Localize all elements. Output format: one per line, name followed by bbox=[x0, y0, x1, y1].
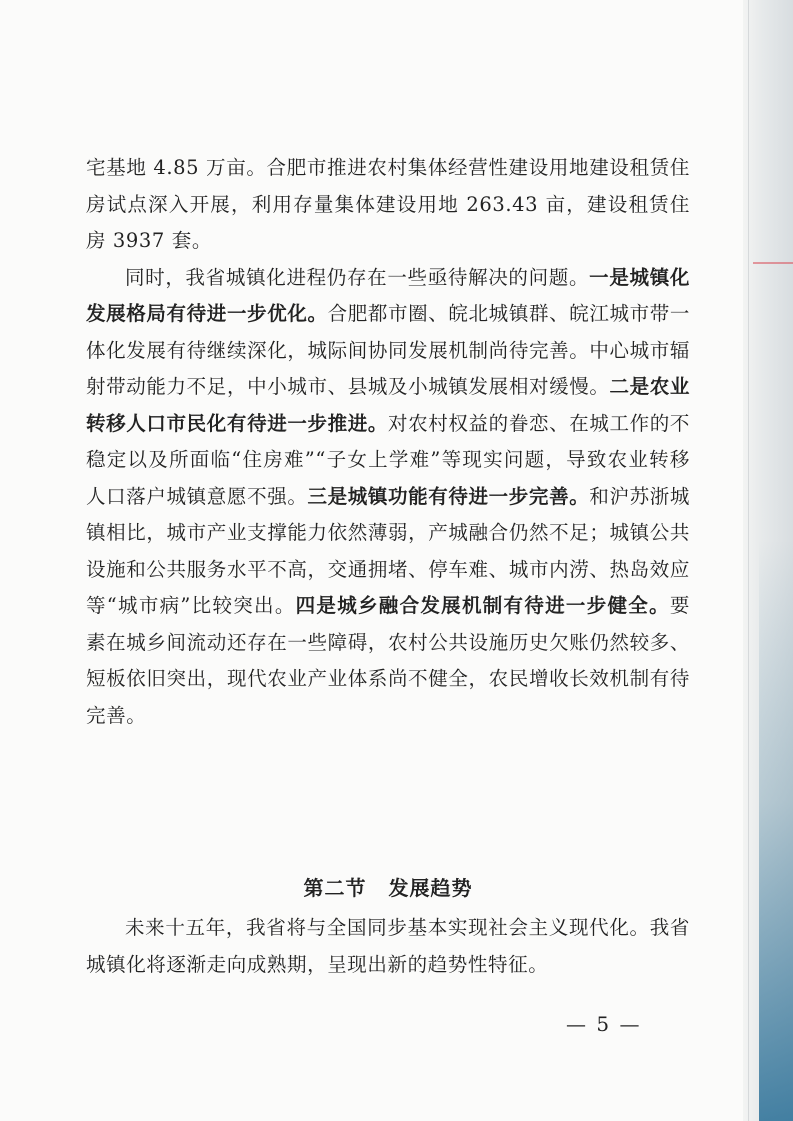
scan-edge-line bbox=[748, 0, 749, 1121]
point-2-text: 对农村权益的眷恋、在城工作的不稳定以及所面临“住房难”“子女上学难”等现实问题，导致农业转移人口落户城镇意愿不强。 bbox=[86, 411, 690, 508]
section-body bbox=[86, 910, 690, 983]
paragraph-2 bbox=[86, 260, 690, 735]
point-1-text: 合肥都市圈、皖北城镇群、皖江城市带一体化发展有待继续深化，城际间协同发展机制尚待完善。中心城市辐射带动能力不足，中小城市、县城及小城镇发展相对缓慢。 bbox=[86, 302, 690, 398]
body-text bbox=[86, 150, 690, 734]
point-4-text: 要素在城乡间流动还存在一些障碍，农村公共设施历史欠账仍然较多、短板依旧突出，现代农业产业体系尚不健全，农民增收长效机制有待完善。 bbox=[86, 594, 690, 727]
scan-edge-mark bbox=[753, 262, 793, 264]
point-3-text: 和沪苏浙城镇相比，城市产业支撑能力依然薄弱，产城融合仍然不足；城镇公共设施和公共服务水平不高，交通拥堵、停车难、城市内涝、热岛效应等“城市病”比较突出。 bbox=[86, 484, 690, 617]
point-4-heading: 四是城乡融合发展机制有待进一步健全。 bbox=[295, 594, 670, 617]
scan-edge-tint bbox=[759, 540, 793, 1121]
paragraph-2-intro: 同时，我省城镇化进程仍存在一些亟待解决的问题。 bbox=[125, 265, 590, 289]
page-number: — 5 — bbox=[566, 1012, 642, 1036]
point-2-heading: 二是农业转移人口市民化有待进一步推进。 bbox=[86, 375, 690, 435]
section-heading bbox=[86, 872, 690, 901]
section-paragraph: 未来十五年，我省将与全国同步基本实现社会主义现代化。我省城镇化将逐渐走向成熟期，呈现出新的趋势性特征。 bbox=[86, 916, 690, 976]
section-number: 第二节 bbox=[303, 876, 367, 900]
point-1-heading: 一是城镇化发展格局有待进一步优化。 bbox=[86, 265, 690, 325]
paragraph-1: 宅基地 4.85 万亩。合肥市推进农村集体经营性建设用地建设租赁住房试点深入开展，利用存量集体建设用地 263.43 亩，建设租赁住房 3937 套。 bbox=[86, 156, 690, 252]
section-title: 发展趋势 bbox=[388, 876, 473, 900]
point-3-heading: 三是城镇功能有待进一步完善。 bbox=[307, 484, 590, 508]
